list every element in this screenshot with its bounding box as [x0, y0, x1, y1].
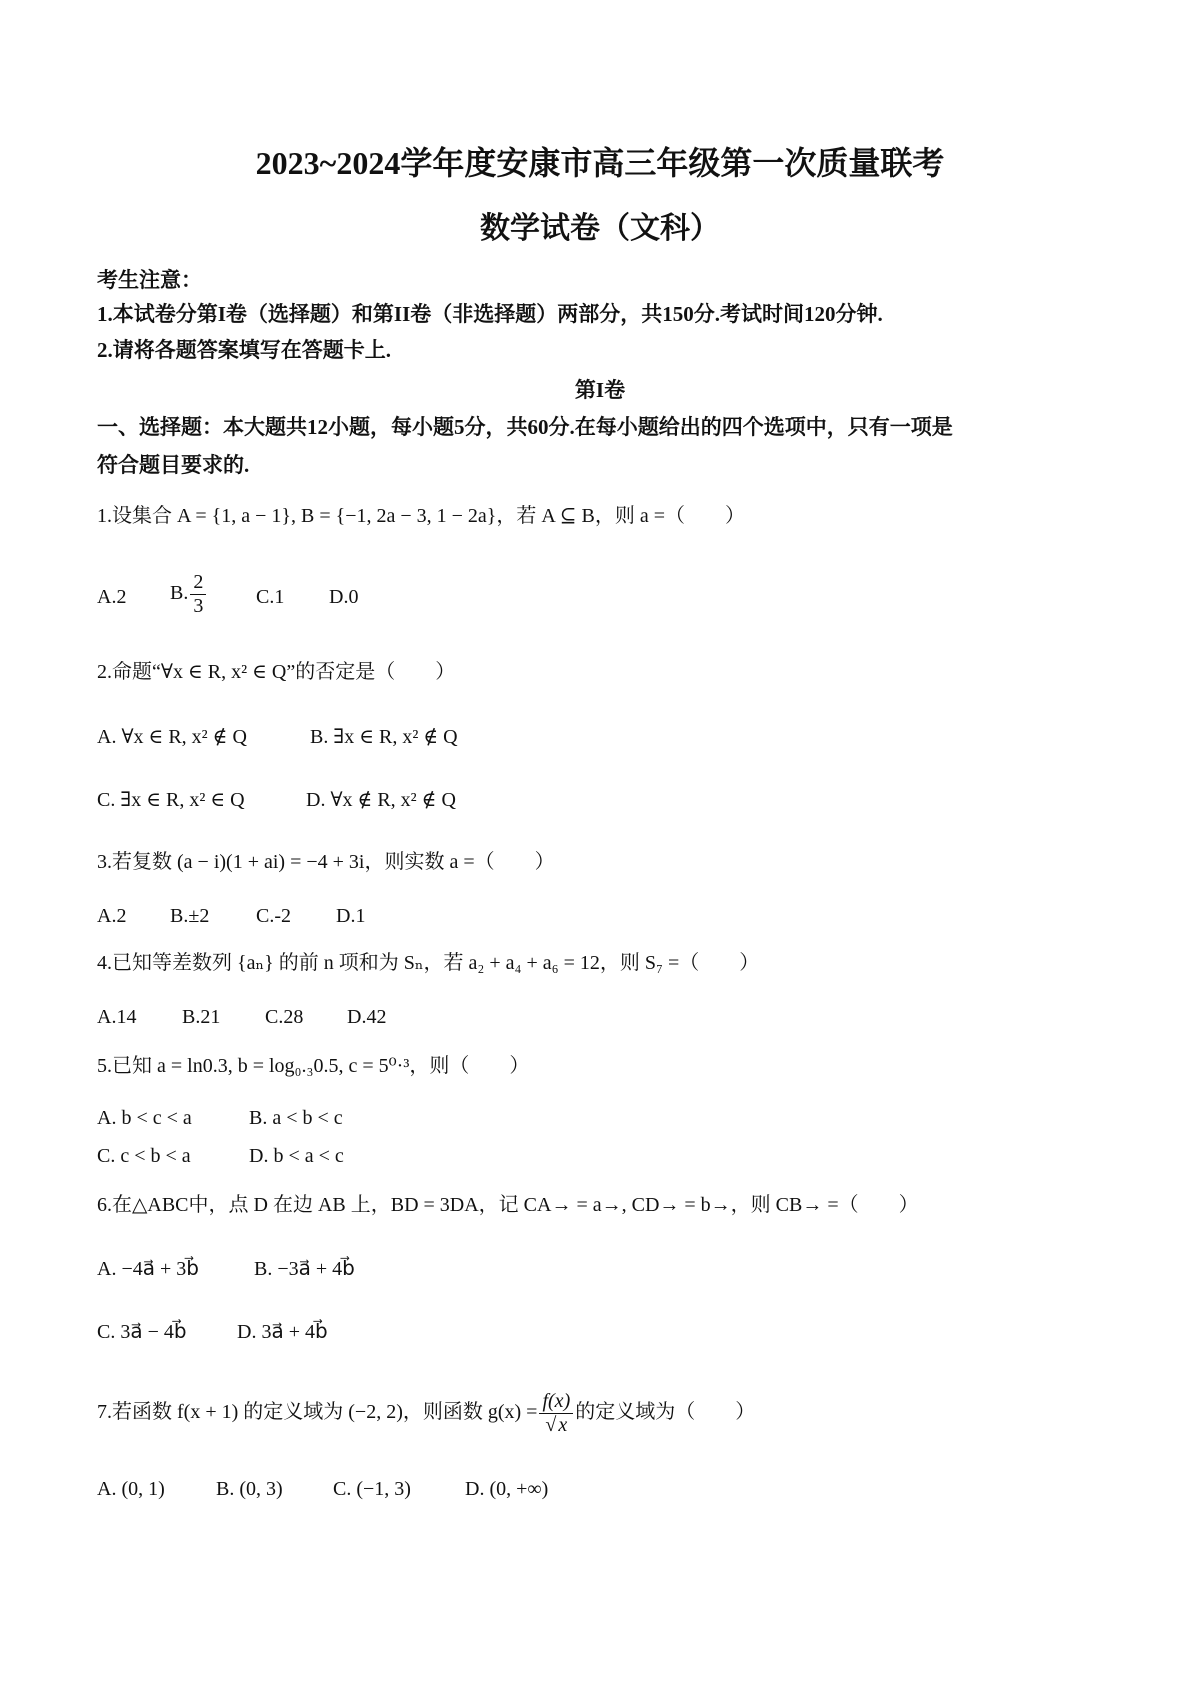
question-3-option-c: C.-2 [256, 905, 291, 927]
question-7-option-a: A. (0, 1) [97, 1478, 165, 1500]
question-2-option-d: D. ∀x ∉ R, x² ∉ Q [306, 789, 456, 811]
exam-subtitle: 数学试卷（文科） [480, 212, 720, 245]
question-3-option-a: A.2 [97, 905, 127, 927]
question-7-option-c: C. (−1, 3) [333, 1478, 411, 1500]
question-6-option-d: D. 3a⃗ + 4b⃗ [237, 1321, 328, 1343]
question-2-option-a: A. ∀x ∈ R, x² ∉ Q [97, 726, 247, 748]
fraction-numerator: 2 [190, 571, 206, 595]
question-5-option-a: A. b < c < a [97, 1107, 192, 1129]
question-7-option-d: D. (0, +∞) [465, 1478, 549, 1500]
question-4-stem: 4.已知等差数列 {aₙ} 的前 n 项和为 Sₙ，若 a₂ + a₄ + a₆ = 12，则 S₇ =（ ） [97, 952, 760, 974]
exam-title: 2023~2024学年度安康市高三年级第一次质量联考 [255, 145, 945, 181]
question-2-option-c: C. ∃x ∈ R, x² ∈ Q [97, 789, 245, 811]
question-6-stem: 6.在△ABC中，点 D 在边 AB 上，BD = 3DA，记 CA→ = a→, CD→ = b→，则 CB→ =（ ） [97, 1194, 919, 1216]
question-4-option-b: B.21 [182, 1006, 221, 1028]
question-1-option-a: A.2 [97, 586, 127, 608]
question-2-stem: 2.命题“∀x ∈ R, x² ∈ Q”的否定是（ ） [97, 661, 456, 683]
fraction [190, 571, 206, 618]
fraction [539, 1390, 573, 1437]
question-7-stem-post: 的定义域为（ ） [575, 1401, 756, 1423]
question-6-option-b: B. −3a⃗ + 4b⃗ [254, 1258, 355, 1280]
question-3-stem: 3.若复数 (a − i)(1 + ai) = −4 + 3i，则实数 a =（ ） [97, 851, 555, 873]
question-6-option-c: C. 3a⃗ − 4b⃗ [97, 1321, 187, 1343]
fraction-denominator: √ x [545, 1413, 568, 1436]
question-3-option-d: D.1 [336, 905, 366, 927]
question-2-option-b: B. ∃x ∈ R, x² ∉ Q [310, 726, 458, 748]
question-5-option-c: C. c < b < a [97, 1145, 191, 1167]
volume-heading: 第I卷 [574, 378, 626, 402]
sqrt-radicand: x [558, 1413, 568, 1436]
question-5-option-d: D. b < a < c [249, 1145, 344, 1167]
section-heading-line2: 符合题目要求的. [97, 453, 250, 477]
section-heading-line1: 一、选择题：本大题共12小题，每小题5分，共60分.在每小题给出的四个选项中，只有一项是 [97, 415, 953, 439]
question-5-option-b: B. a < b < c [249, 1107, 343, 1129]
question-1-option-b [170, 571, 208, 618]
question-4-option-a: A.14 [97, 1006, 137, 1028]
question-1-option-d: D.0 [329, 586, 359, 608]
question-1-option-b-label: B. [170, 582, 189, 605]
notice-heading: 考生注意： [97, 268, 202, 292]
question-1-stem: 1.设集合 A = {1, a − 1}, B = {−1, 2a − 3, 1 − 2a}，若 A ⊆ B，则 a =（ ） [97, 505, 745, 527]
fraction-denominator: 3 [193, 595, 204, 617]
question-5-stem: 5.已知 a = ln0.3, b = log₀.₃0.5, c = 5⁰·³，则（ ） [97, 1055, 530, 1077]
question-7-stem-pre: 7.若函数 f(x + 1) 的定义域为 (−2, 2)，则函数 g(x) = [97, 1401, 538, 1423]
question-1-option-c: C.1 [256, 586, 285, 608]
question-6-option-a: A. −4a⃗ + 3b⃗ [97, 1258, 199, 1280]
question-4-option-d: D.42 [347, 1006, 387, 1028]
question-3-option-b: B.±2 [170, 905, 210, 927]
question-4-option-c: C.28 [265, 1006, 304, 1028]
fraction-numerator: f(x) [539, 1390, 573, 1414]
question-7-option-b: B. (0, 3) [216, 1478, 283, 1500]
question-7-stem [97, 1382, 755, 1442]
notice-item-2: 2.请将各题答案填写在答题卡上. [97, 338, 391, 362]
notice-item-1: 1.本试卷分第I卷（选择题）和第II卷（非选择题）两部分，共150分.考试时间120分钟. [97, 302, 883, 326]
